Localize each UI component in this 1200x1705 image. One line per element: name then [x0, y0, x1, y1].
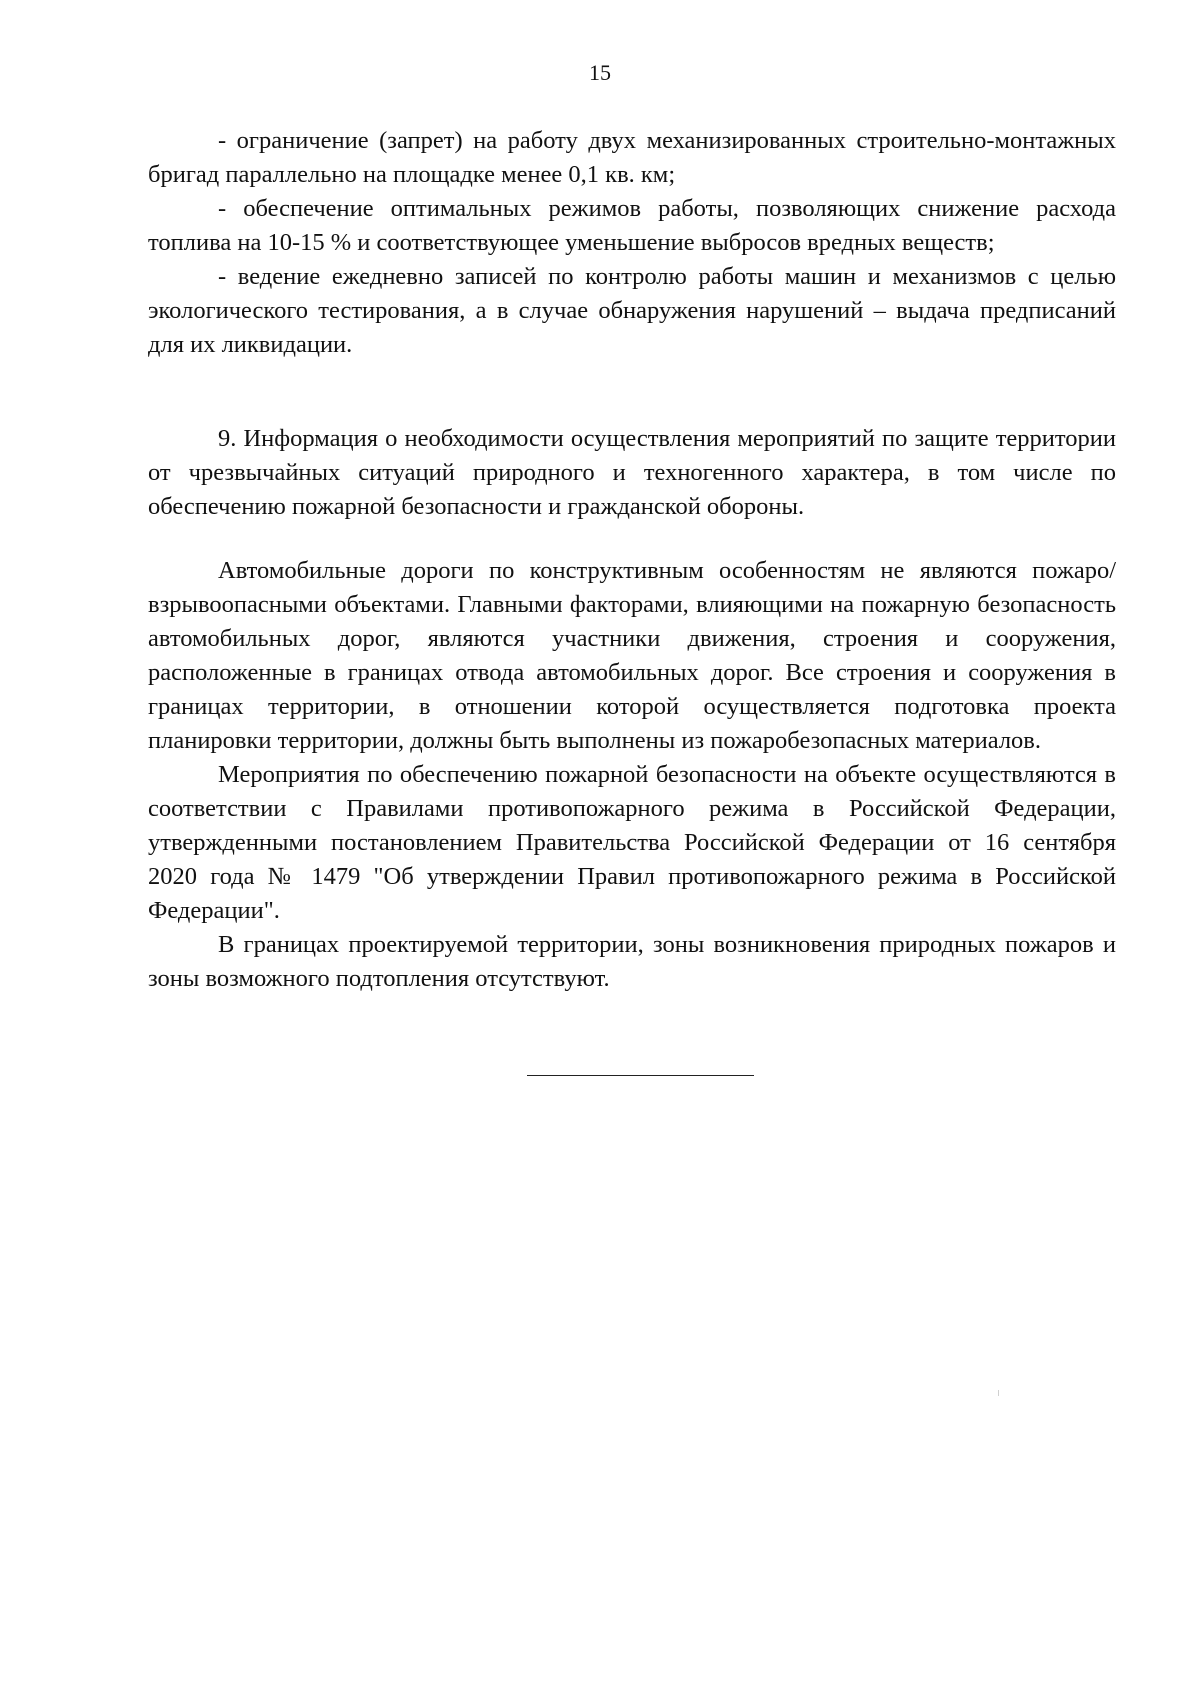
end-of-text-rule	[527, 1075, 754, 1076]
body-paragraph: Автомобильные дороги по конструктивным особенностям не являются пожаро/взрывоопасными объектами. Главными факторами, влияющими на пожарную безопасность автомобильных дорог, являются участники движения, строения и сооружения, расположенные в границах отвода автомобильных дорог. Все строения и сооружения в границах территории, в отношении которой осуществляется подготовка проекта планировки территории, должны быть выполнены из пожаробезопасных материалов.	[148, 557, 1116, 754]
page-number: 15	[589, 60, 611, 85]
section-body	[148, 554, 1116, 996]
body-paragraph: Мероприятия по обеспечению пожарной безопасности на объекте осуществляются в соответствии с Правилами противопожарного режима в Российской Федерации, утвержденными постановлением Правительства Российской Федерации от 16 сентября 2020 года № 1479 "Об утверждении Правил противопожарного режима в Российской Федерации".	[148, 761, 1116, 924]
section-9	[148, 422, 1116, 524]
body-paragraph: В границах проектируемой территории, зоны возникновения природных пожаров и зоны возможного подтопления отсутствуют.	[148, 931, 1116, 992]
list-item: - ведение ежедневно записей по контролю работы машин и механизмов с целью экологического тестирования, а в случае обнаружения нарушений – выдача предписаний для их ликвидации.	[148, 263, 1116, 358]
scan-artifact	[998, 1390, 999, 1396]
list-item: - ограничение (запрет) на работу двух механизированных строительно-монтажных бригад параллельно на площадке менее 0,1 кв. км;	[148, 127, 1116, 188]
section-heading: 9. Информация о необходимости осуществления мероприятий по защите территории от чрезвычайных ситуаций природного и техногенного характера, в том числе по обеспечению пожарной безопасности и гражданской обороны.	[148, 425, 1116, 520]
list-item: - обеспечение оптимальных режимов работы, позволяющих снижение расхода топлива на 10-15 % и соответствующее уменьшение выбросов вредных веществ;	[148, 195, 1116, 256]
requirements-list	[148, 124, 1116, 362]
